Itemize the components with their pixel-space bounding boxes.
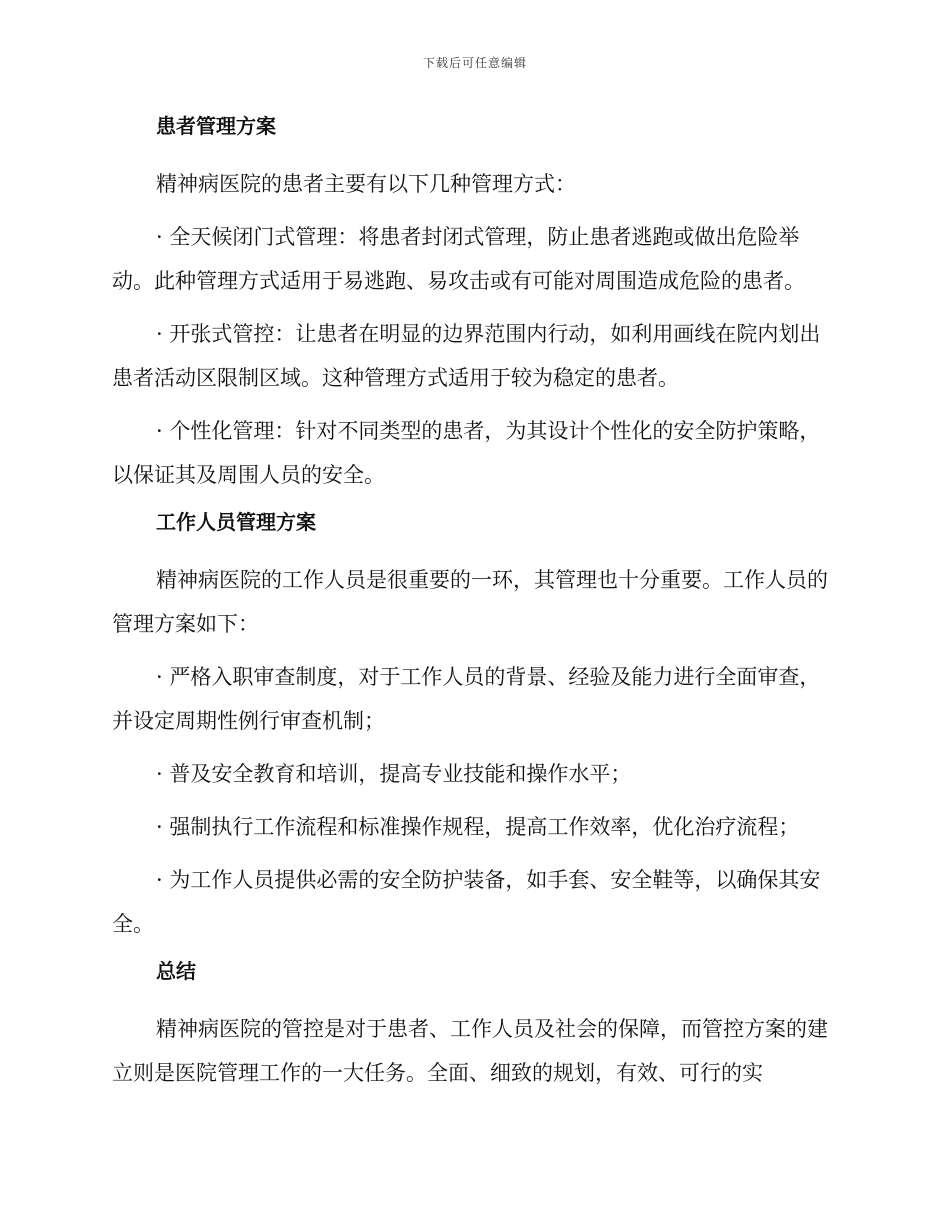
document-body (112, 110, 830, 1104)
section-title-patient: 患者管理方案 (156, 114, 276, 138)
bullet-workflow-enforcement: · 强制执行工作流程和标准操作规程，提高工作效率，优化治疗流程； (156, 815, 800, 839)
paragraph-staff-intro: 精神病医院的工作人员是很重要的一环，其管理也十分重要。工作人员的管理方案如下： (112, 568, 828, 636)
section-title-summary: 总结 (156, 959, 196, 983)
page-header: 下载后可任意编辑 (422, 56, 527, 70)
bullet-entry-review: · 严格入职审查制度，对于工作人员的背景、经验及能力进行全面审查，并设定周期性例行审查机制； (112, 665, 821, 733)
section-patient-management (112, 110, 830, 497)
section-title-staff: 工作人员管理方案 (156, 510, 316, 534)
bullet-personalized-management: · 个性化管理：针对不同类型的患者，为其设计个性化的安全防护策略，以保证其及周围人员的安全。 (112, 419, 821, 487)
paragraph-summary: 精神病医院的管控是对于患者、工作人员及社会的保障，而管控方案的建立则是医院管理工作的一大任务。全面、细致的规划，有效、可行的实 (112, 1017, 828, 1085)
bullet-protective-equipment: · 为工作人员提供必需的安全防护装备，如手套、安全鞋等，以确保其安全。 (112, 868, 821, 936)
section-summary (112, 955, 830, 1095)
bullet-closed-management: · 全天候闭门式管理：将患者封闭式管理，防止患者逃跑或做出危险举动。此种管理方式适用于易逃跑、易攻击或有可能对周围造成危险的患者。 (112, 225, 805, 293)
bullet-safety-training: · 普及安全教育和培训，提高专业技能和操作水平； (156, 762, 632, 786)
bullet-open-control: · 开张式管控：让患者在明显的边界范围内行动，如利用画线在院内划出患者活动区限制区域。这种管理方式适用于较为稳定的患者。 (112, 322, 821, 390)
section-staff-management (112, 506, 830, 946)
paragraph-patient-intro: 精神病医院的患者主要有以下几种管理方式： (156, 172, 576, 196)
